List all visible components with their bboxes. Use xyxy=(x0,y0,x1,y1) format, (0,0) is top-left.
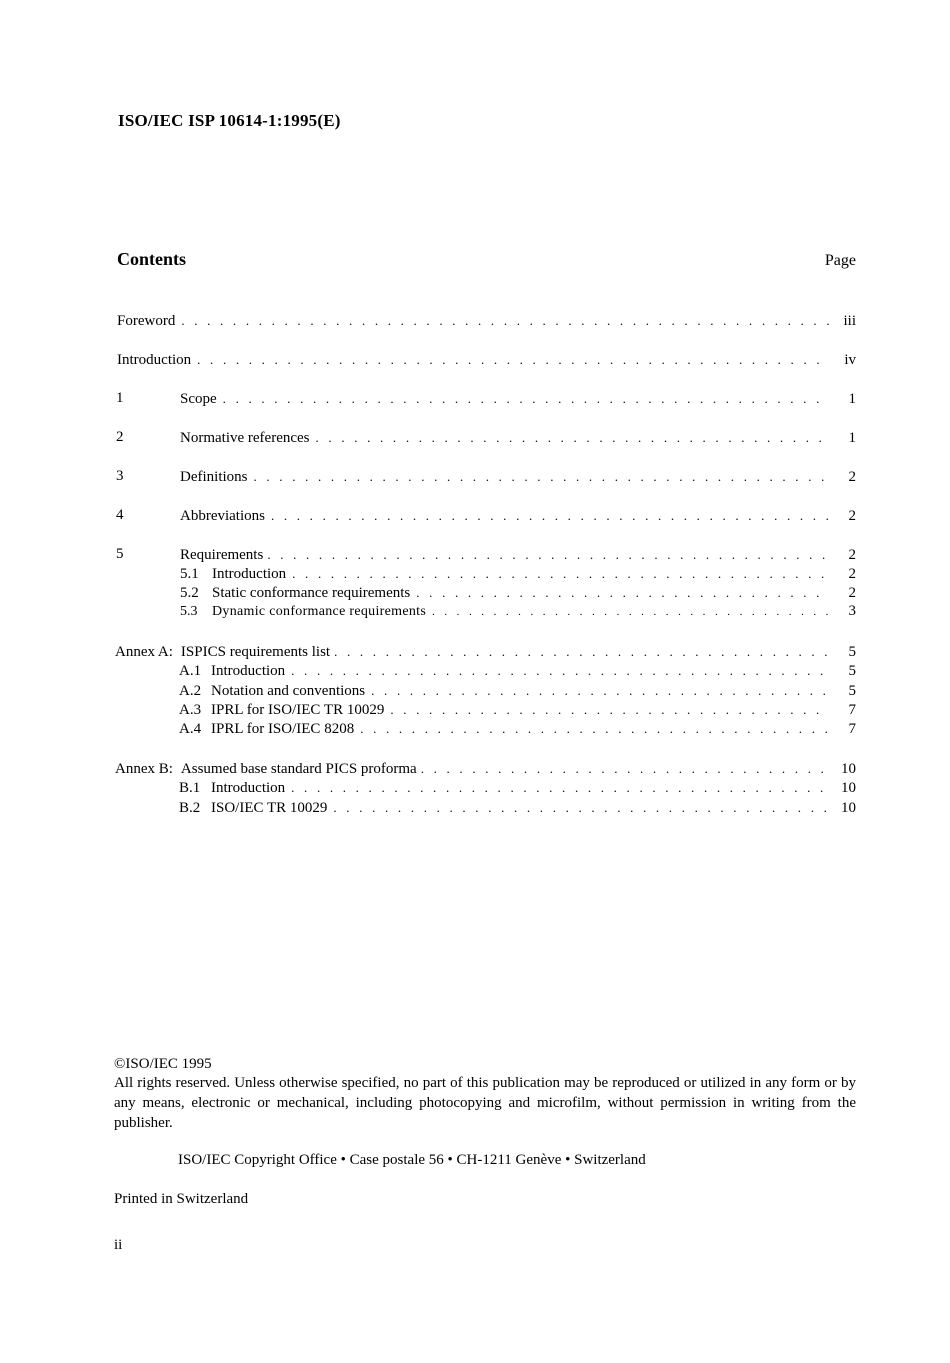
dot-leader xyxy=(421,759,830,778)
toc-page: 2 xyxy=(848,547,856,563)
toc-entry-5-1-introduction[interactable] xyxy=(113,564,856,583)
dot-leader xyxy=(291,778,830,797)
toc-page: 10 xyxy=(841,761,856,777)
toc-label: Introduction xyxy=(212,566,287,582)
dot-leader xyxy=(360,719,830,738)
copyright-office-address: ISO/IEC Copyright Office • Case postale 56 • CH-1211 Genève • Switzerland xyxy=(178,1152,646,1168)
dot-leader xyxy=(223,389,830,408)
dot-leader xyxy=(316,428,830,447)
toc-page: iv xyxy=(844,352,856,368)
toc-label: ISPICS requirements list xyxy=(180,644,331,660)
toc-entry-5-3-dynamic-conformance[interactable] xyxy=(113,602,856,621)
dot-leader xyxy=(271,506,830,525)
toc-entry-5-2-static-conformance[interactable] xyxy=(113,583,856,602)
toc-entry-a-1-introduction[interactable] xyxy=(113,661,856,680)
toc-number: 2 xyxy=(116,429,124,445)
toc-entry-foreword[interactable] xyxy=(113,311,856,330)
toc-number: 3 xyxy=(116,468,124,484)
printed-in: Printed in Switzerland xyxy=(114,1191,249,1207)
toc-label: Dynamic conformance requirements xyxy=(212,604,427,619)
toc-label: Introduction xyxy=(211,663,286,679)
toc-label: Normative references xyxy=(180,430,310,446)
toc-subsection-number: A.2 xyxy=(179,683,202,699)
toc-label: Foreword xyxy=(117,313,176,329)
toc-page: 10 xyxy=(841,780,856,796)
toc-entry-introduction[interactable] xyxy=(113,350,856,369)
toc-label: Scope xyxy=(180,391,217,407)
page-column-label: Page xyxy=(824,252,856,269)
toc-label: Static conformance requirements xyxy=(212,585,411,601)
copyright-notice: ©ISO/IEC 1995 xyxy=(114,1056,212,1072)
dot-leader xyxy=(334,642,830,661)
toc-label: Definitions xyxy=(180,469,248,485)
toc-label: Introduction xyxy=(211,780,286,796)
toc-entry-a-2-notation[interactable] xyxy=(113,681,856,700)
toc-subsection-number: 5.1 xyxy=(180,566,199,582)
toc-subsection-number: A.4 xyxy=(179,721,202,737)
toc-subsection-number: A.1 xyxy=(179,663,202,679)
toc-page: iii xyxy=(843,313,856,329)
toc-number: 1 xyxy=(116,390,124,406)
toc-page: 2 xyxy=(848,566,856,582)
toc-entry-b-2-tr10029[interactable] xyxy=(113,798,856,817)
toc-page: 7 xyxy=(848,721,856,737)
toc-subsection-number: B.1 xyxy=(179,780,201,796)
dot-leader xyxy=(371,681,830,700)
toc-subsection-number: B.2 xyxy=(179,800,201,816)
dot-leader xyxy=(267,545,830,564)
toc-number: 5 xyxy=(116,546,124,562)
contents-title: Contents xyxy=(117,249,187,269)
dot-leader xyxy=(432,603,830,622)
dot-leader xyxy=(416,583,830,602)
toc-entry-requirements[interactable] xyxy=(113,545,856,564)
toc-page: 5 xyxy=(848,683,856,699)
toc-page: 1 xyxy=(848,391,856,407)
toc-page: 3 xyxy=(848,603,856,619)
toc-label: Assumed base standard PICS proforma xyxy=(180,761,417,777)
dot-leader xyxy=(197,350,830,369)
toc-page: 10 xyxy=(841,800,856,816)
toc-entry-scope[interactable] xyxy=(113,389,856,408)
page-number: ii xyxy=(114,1237,123,1253)
toc-page: 2 xyxy=(848,508,856,524)
toc-annex-label: Annex A: xyxy=(115,644,173,660)
dot-leader xyxy=(181,311,830,330)
dot-leader xyxy=(254,467,831,486)
dot-leader xyxy=(292,564,830,583)
toc-page: 2 xyxy=(848,469,856,485)
dot-leader xyxy=(333,798,830,817)
dot-leader xyxy=(390,700,830,719)
toc-label: Introduction xyxy=(117,352,192,368)
toc-entry-a-4-iprl-8208[interactable] xyxy=(113,719,856,738)
toc-subsection-number: 5.3 xyxy=(180,604,198,619)
toc-label: IPRL for ISO/IEC 8208 xyxy=(211,721,355,737)
toc-page: 2 xyxy=(848,585,856,601)
rights-statement: All rights reserved. Unless otherwise specified, no part of this publication may be reproduced or utilized in any form or by any means, electronic or mechanical, including photocopying and microfilm, without permission in writing from the publisher. xyxy=(114,1075,856,1131)
toc-entry-a-3-iprl-tr10029[interactable] xyxy=(113,700,856,719)
toc-entry-annex-b[interactable] xyxy=(113,759,856,778)
toc-entry-definitions[interactable] xyxy=(113,467,856,486)
document-id-header: ISO/IEC ISP 10614-1:1995(E) xyxy=(118,111,341,130)
toc-page: 7 xyxy=(848,702,856,718)
toc-label: ISO/IEC TR 10029 xyxy=(211,800,328,816)
toc-entry-abbreviations[interactable] xyxy=(113,506,856,525)
toc-entry-annex-a[interactable] xyxy=(113,642,856,661)
toc-label: IPRL for ISO/IEC TR 10029 xyxy=(211,702,385,718)
toc-label: Notation and conventions xyxy=(211,683,366,699)
toc-label: Requirements xyxy=(180,547,264,563)
toc-entry-b-1-introduction[interactable] xyxy=(113,778,856,797)
toc-subsection-number: 5.2 xyxy=(180,585,199,601)
toc-annex-label: Annex B: xyxy=(115,761,173,777)
toc-entry-normative-references[interactable] xyxy=(113,428,856,447)
toc-number: 4 xyxy=(116,507,124,523)
toc-page: 1 xyxy=(848,430,856,446)
toc-page: 5 xyxy=(848,663,856,679)
toc-label: Abbreviations xyxy=(180,508,265,524)
dot-leader xyxy=(291,661,830,680)
toc-page: 5 xyxy=(848,644,856,660)
toc-subsection-number: A.3 xyxy=(179,702,202,718)
